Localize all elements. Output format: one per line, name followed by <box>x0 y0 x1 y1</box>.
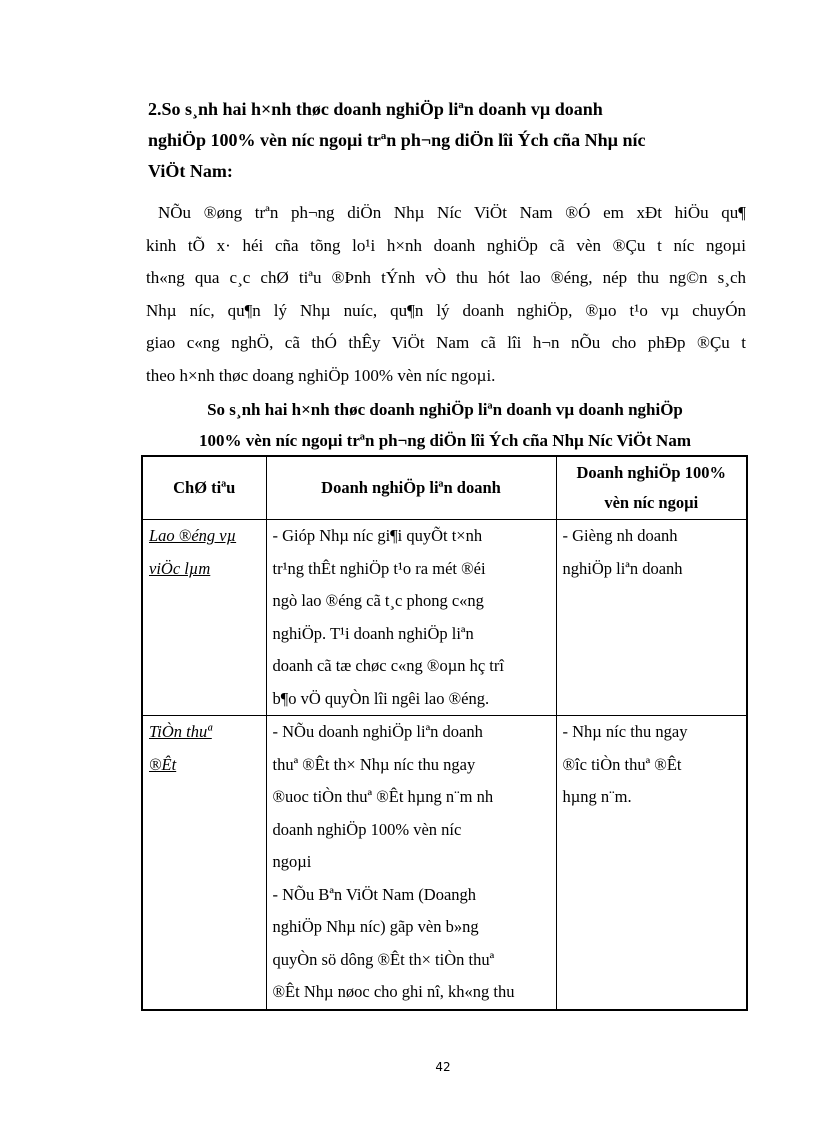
joint-venture-cell <box>266 716 556 1010</box>
table-caption <box>145 394 745 456</box>
cell-line: doanh cã tæ chøc c«ng ®oµn hç trî <box>272 656 504 675</box>
paragraph-line: giao c«ng nghÖ, cã thÓ thÊy ViÖt Nam cã lîi h¬n nÕu cho phÐp ®Çu t <box>146 333 746 352</box>
body-paragraph <box>146 197 746 392</box>
cell-line: hµng n¨m. <box>562 787 632 806</box>
cell-line: b¶o vÖ quyÒn lîi ngêi lao ®éng. <box>272 688 490 708</box>
cell-line: ®îc tiÒn thuª ®Êt <box>562 754 682 774</box>
cell-line: tr¹ng thÊt nghiÖp t¹o ra mét ®éi <box>272 558 486 578</box>
paragraph-line: NÕu ®øng trªn ph¬ng diÖn Nhµ Níc ViÖt Nam ®Ó em xÐt hiÖu qu¶ <box>158 203 746 222</box>
cell-line: nghiÖp Nhµ níc) gãp vèn b»ng <box>272 917 479 936</box>
cell-line: - Gièng nh doanh <box>562 526 678 545</box>
criterion-cell <box>142 716 266 1010</box>
paragraph-line: Nhµ níc, qu¶n lý Nhµ nuíc, qu¶n lý doanh nghiÖp, ®µo t¹o vµ chuyÓn <box>146 300 746 320</box>
paragraph-line: kinh tÕ x· héi cña tõng lo¹i h×nh doanh nghiÖp cã vèn ®Çu t níc ngoµi <box>146 235 746 255</box>
paragraph-line: th«ng qua c¸c chØ tiªu ®Þnh tÝnh vÒ thu hót lao ®éng, nép thu ng©n s¸ch <box>146 268 746 287</box>
criterion-label: ®Êt <box>149 754 177 774</box>
cell-line: ngoµi <box>272 852 312 871</box>
caption-line: 100% vèn níc ngoµi trªn ph¬ng diÖn lîi Ých cña Nhµ Níc ViÖt Nam <box>198 431 691 450</box>
cell-line: quyÒn sö dông ®Êt th× tiÒn thuª <box>272 949 495 969</box>
foreign-owned-cell <box>556 520 747 716</box>
paragraph-line: theo h×nh thøc doang nghiÖp 100% vèn níc ngoµi. <box>146 365 496 385</box>
cell-line: nghiÖp liªn doanh <box>562 558 683 578</box>
cell-line: nghiÖp. T¹i doanh nghiÖp liªn <box>272 623 474 643</box>
cell-line: ®Êt Nhµ nøoc cho ghi nî, kh«ng thu <box>272 982 515 1001</box>
cell-line: - NÕu doanh nghiÖp liªn doanh <box>272 722 483 741</box>
section-heading <box>148 94 748 187</box>
header-criterion: ChØ tiªu <box>142 456 266 520</box>
header-foreign-owned: Doanh nghiÖp 100% vèn níc ngoµi <box>556 456 747 520</box>
criterion-label: Lao ®éng vµ <box>149 526 237 545</box>
criterion-label: TiÒn thuª <box>149 722 212 741</box>
cell-line: doanh nghiÖp 100% vèn níc <box>272 819 462 839</box>
criterion-label: viÖc lµm <box>149 558 211 578</box>
cell-line: - Gióp Nhµ níc gi¶i quyÕt t×nh <box>272 526 483 545</box>
caption-line: So s¸nh hai h×nh thøc doanh nghiÖp liªn doanh vµ doanh nghiÖp <box>207 400 683 419</box>
cell-line: ®uoc tiÒn thuª ®Êt hµng n¨m nh <box>272 787 494 806</box>
heading-line: 2.So s¸nh hai h×nh thøc doanh nghiÖp liªn doanh vµ doanh <box>148 99 603 119</box>
table-row <box>142 716 747 1010</box>
foreign-owned-cell <box>556 716 747 1010</box>
heading-line: ViÖt Nam: <box>148 161 233 181</box>
joint-venture-cell <box>266 520 556 716</box>
criterion-cell <box>142 520 266 716</box>
page-number: 42 <box>435 1060 451 1074</box>
table-row <box>142 520 747 716</box>
table-header-row <box>142 456 747 520</box>
header-joint-venture: Doanh nghiÖp liªn doanh <box>266 456 556 520</box>
cell-line: thuª ®Êt th× Nhµ níc thu ngay <box>272 754 476 774</box>
cell-line: - NÕu Bªn ViÖt Nam (Doangh <box>272 884 477 904</box>
comparison-table <box>141 455 748 1011</box>
cell-line: ngò lao ®éng cã t¸c phong c«ng <box>272 591 484 610</box>
heading-line: nghiÖp 100% vèn níc ngoµi trªn ph¬ng diÖn lîi Ých cña Nhµ níc <box>148 130 646 150</box>
cell-line: - Nhµ níc thu ngay <box>562 722 688 741</box>
